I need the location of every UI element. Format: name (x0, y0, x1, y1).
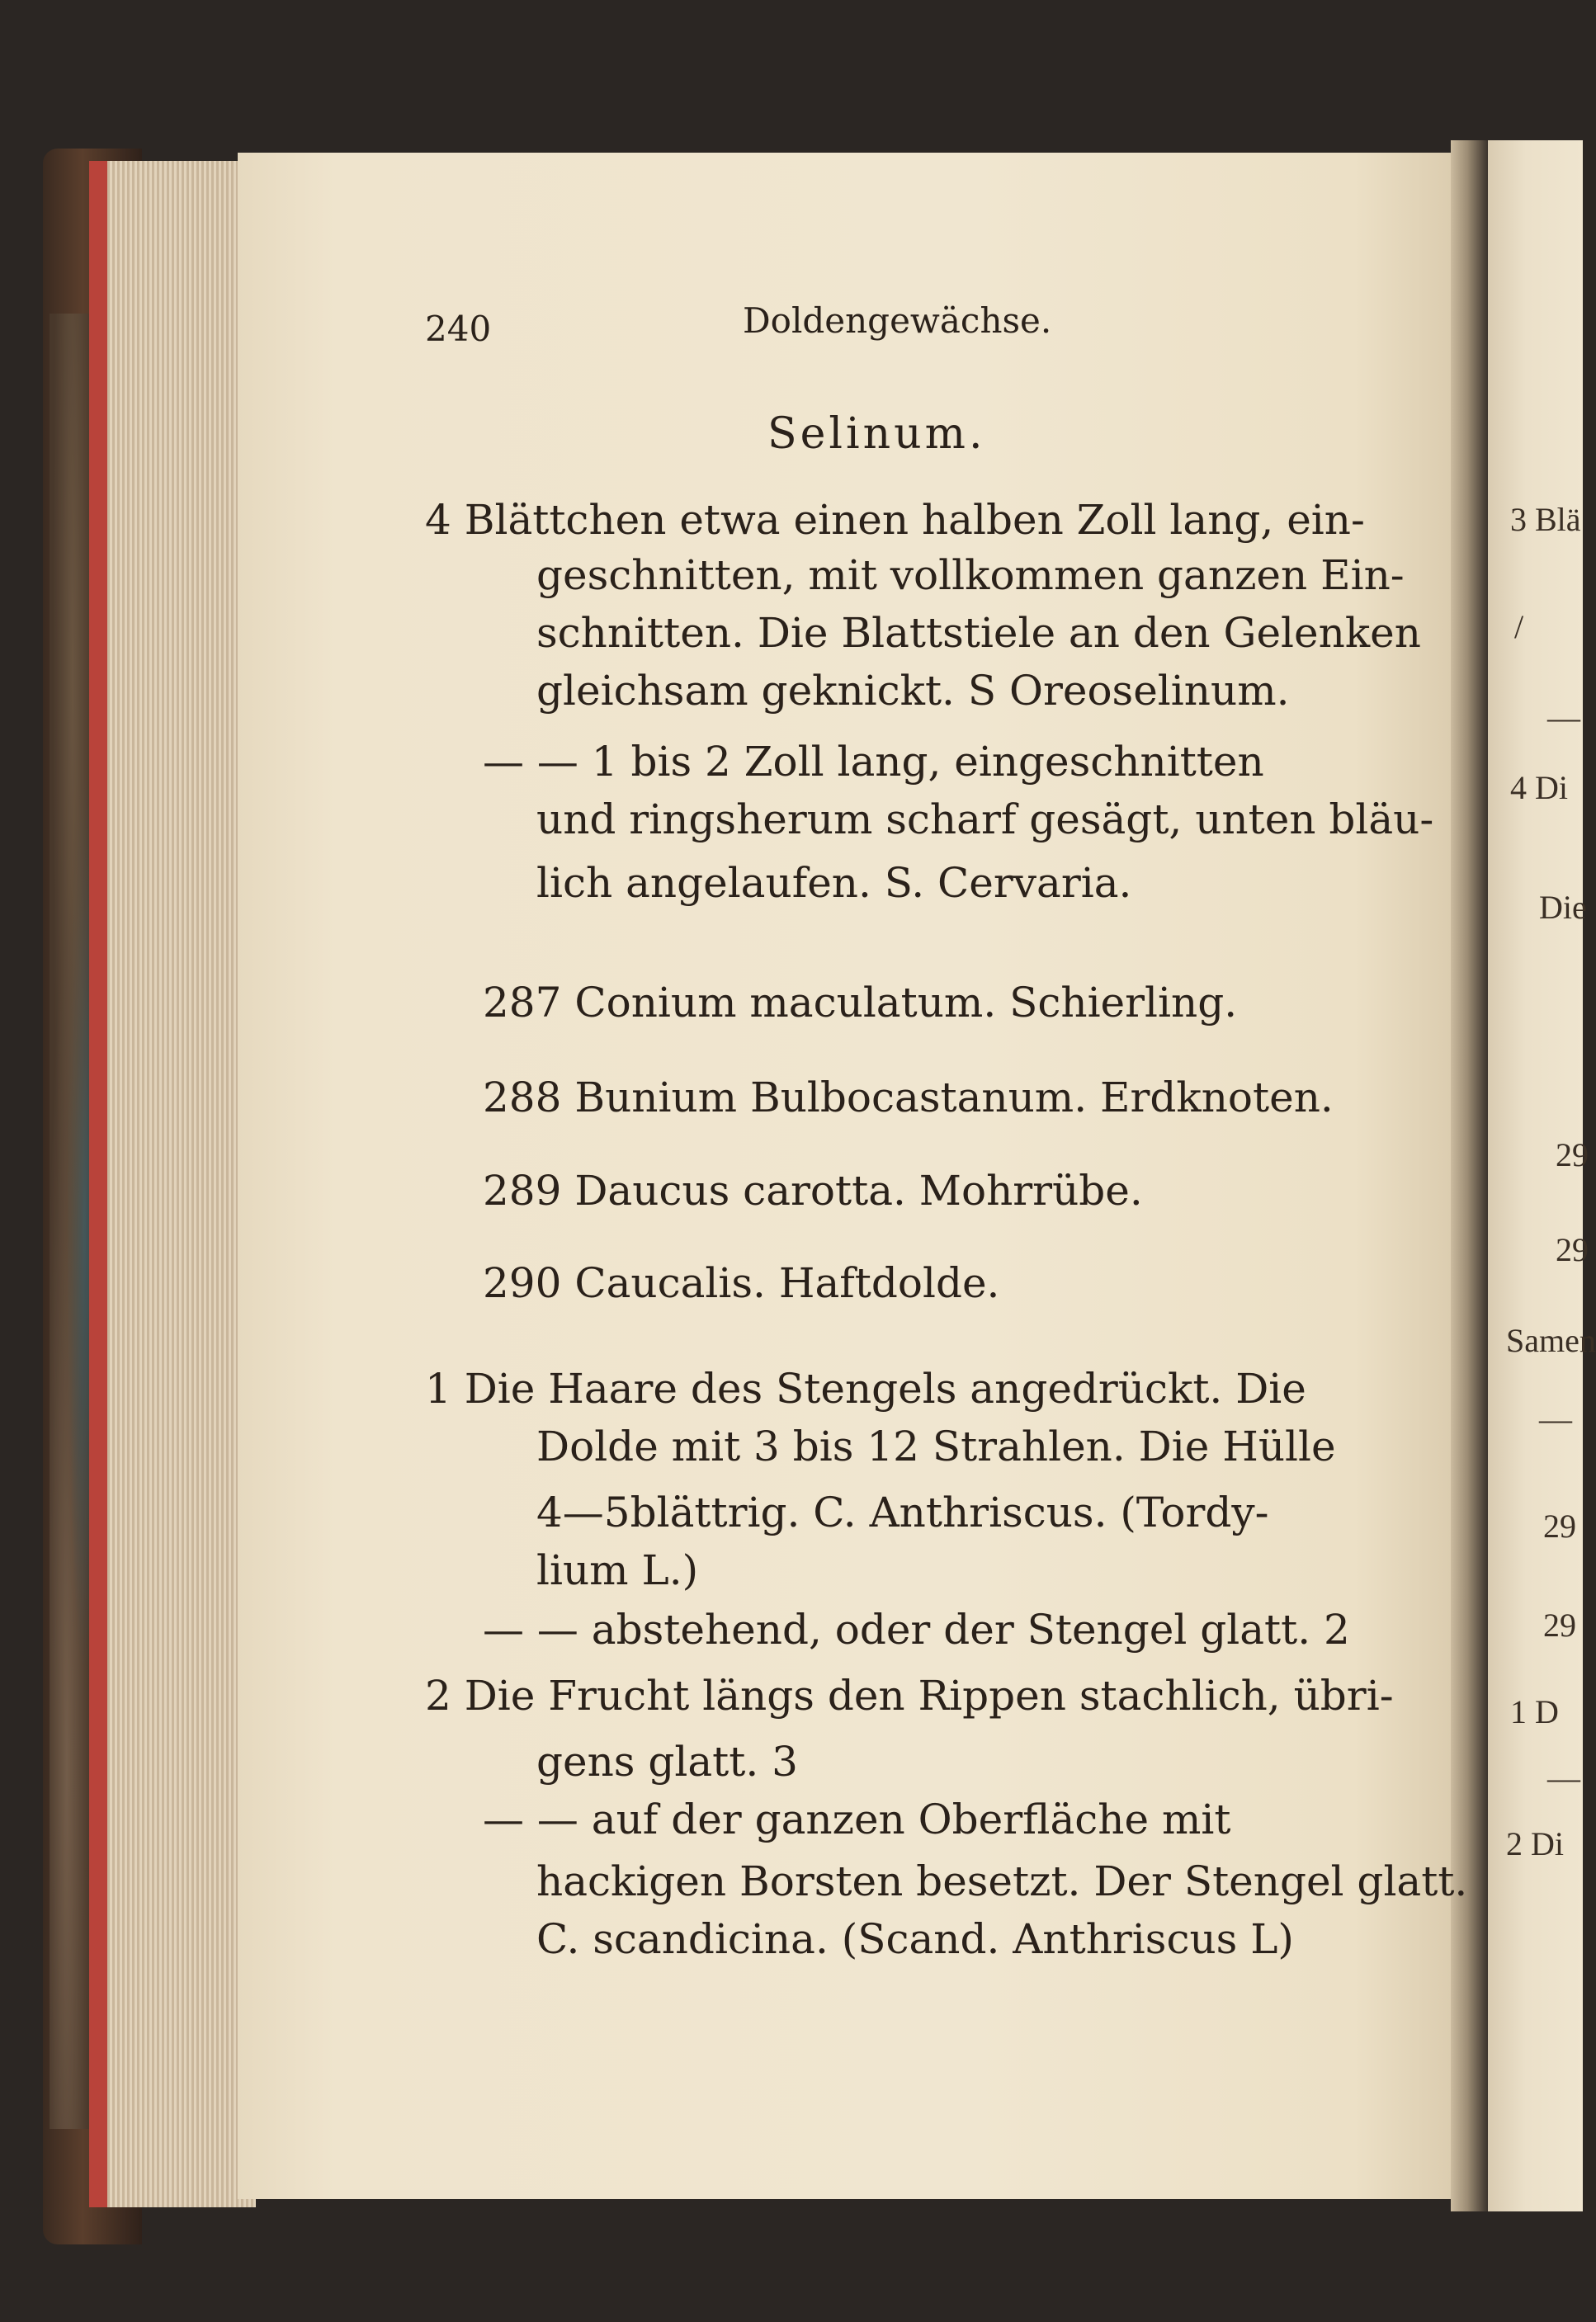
text-line: 288 Bunium Bulbocastanum. Erdknoten. (483, 1074, 1334, 1121)
running-title: Doldengewächse. (743, 300, 1052, 341)
text-line: 4 Blättchen etwa einen halben Zoll lang, ein- (425, 496, 1365, 544)
text-line: geschnitten, mit vollkommen ganzen Ein- (536, 551, 1405, 599)
text-line: gleichsam geknickt. S Oreoselinum. (536, 667, 1290, 715)
facing-page-text: 29 (1543, 1508, 1576, 1545)
facing-page-text: 4 Di (1510, 769, 1568, 806)
text-line: — — 1 bis 2 Zoll lang, eingeschnitten (483, 738, 1264, 786)
page-number: 240 (425, 309, 492, 349)
text-line: — — abstehend, oder der Stengel glatt. 2 (483, 1606, 1350, 1654)
text-line: 287 Conium maculatum. Schierling. (483, 979, 1238, 1026)
facing-page-text: — (1547, 699, 1580, 736)
facing-page-text: 1 D (1510, 1693, 1559, 1730)
text-line: hackigen Borsten besetzt. Der Stengel glatt. (536, 1857, 1468, 1905)
section-title: Selinum. (767, 409, 986, 459)
facing-page-text: / (1514, 608, 1524, 645)
text-line: 289 Daucus carotta. Mohrrübe. (483, 1167, 1143, 1215)
text-line: C. scandicina. (Scand. Anthriscus L) (536, 1915, 1294, 1963)
text-line: — — auf der ganzen Oberfläche mit (483, 1796, 1231, 1843)
facing-page-text: 2 Di (1506, 1825, 1564, 1862)
text-line: Dolde mit 3 bis 12 Strahlen. Die Hülle (536, 1423, 1336, 1470)
facing-page-text: Samen (1506, 1322, 1596, 1359)
text-line: schnitten. Die Blattstiele an den Gelenken (536, 609, 1421, 657)
facing-page (1488, 140, 1583, 2211)
facing-page-text: 29 (1543, 1607, 1576, 1644)
facing-page-text: — (1539, 1400, 1572, 1437)
text-line: lich angelaufen. S. Cervaria. (536, 859, 1132, 907)
facing-page-text: 29 (1556, 1136, 1589, 1173)
text-line: lium L.) (536, 1546, 699, 1594)
page-edges (89, 161, 256, 2207)
text-line: gens glatt. 3 (536, 1738, 798, 1786)
text-line: 290 Caucalis. Haftdolde. (483, 1259, 1000, 1307)
facing-page-text: — (1547, 1759, 1580, 1796)
facing-page-text: Die (1539, 889, 1587, 926)
facing-page-text: 3 Blä (1510, 501, 1581, 538)
text-line: 1 Die Haare des Stengels angedrückt. Die (425, 1365, 1306, 1413)
text-line: und ringsherum scharf gesägt, unten bläu- (536, 795, 1434, 843)
text-line: 2 Die Frucht längs den Rippen stachlich, übri- (425, 1672, 1394, 1720)
text-line: 4—5blättrig. C. Anthriscus. (Tordy- (536, 1489, 1269, 1536)
facing-page-text: 29 (1556, 1231, 1589, 1268)
